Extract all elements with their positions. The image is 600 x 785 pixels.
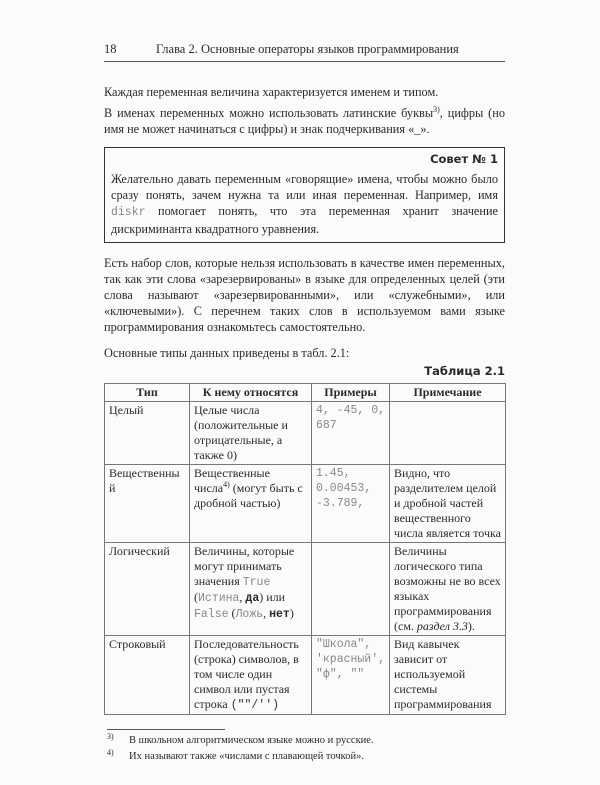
code: да <box>245 592 260 605</box>
code: diskr <box>111 206 146 219</box>
table-caption: Таблица 2.1 <box>424 364 505 378</box>
text: , <box>263 606 270 620</box>
header-cell: Примечание <box>390 384 506 402</box>
text-column <box>104 0 505 785</box>
cell: 1.45, 0.00453, -3.789, <box>312 465 390 543</box>
header-cell: Примеры <box>312 384 390 402</box>
cell: Вид кавычек зависит от используемой системы программирования <box>390 636 506 715</box>
footnote-divider <box>107 729 225 730</box>
cell <box>390 402 506 465</box>
text: помогает понять, что эта переменная хранит значение дискриминанта квадратного уравнения. <box>111 204 498 236</box>
page-number: 18 <box>104 42 117 56</box>
section-ref: раздел 3.3 <box>416 619 468 633</box>
text: , цифры (но имя не может начинаться с цифры) и знак подчеркивания «_». <box>104 106 505 136</box>
code: (""/'') <box>230 699 280 712</box>
text: Величины, которые могут принимать значения <box>194 544 295 588</box>
text: Желательно давать переменным «говорящие» имена, чтобы можно было сразу понять, зачем нужна та или иная переменная. Например, имя <box>111 172 498 202</box>
cell: "Школа", 'красный', "ф", "" <box>312 636 390 715</box>
chapter-title: Глава 2. Основные операторы языков программирования <box>156 42 459 56</box>
text: Последовательность (строка) символов, в том числе один символ или пустая строка <box>194 637 299 711</box>
table-row <box>105 636 506 715</box>
tip-box <box>104 147 505 243</box>
table-header-row <box>105 384 506 402</box>
tip-title: Совет № 1 <box>430 152 498 166</box>
tip-text <box>111 171 498 237</box>
cell <box>390 543 506 636</box>
table-row <box>105 402 506 465</box>
footnote-text: В школьном алгоритмическом языке можно и русские. <box>129 735 374 746</box>
text: Величины логического типа возможны не во всех языках программирования (см. <box>394 544 501 633</box>
cell: Видно, что разделителем целой и дробной частей вещественного числа является точка <box>390 465 506 543</box>
paragraph <box>104 105 505 137</box>
footnote-text: Их называют также «числами с плавающей точкой». <box>129 751 364 762</box>
footnote: $^{4)}$ Их называют также «числами с плавающей точкой». <box>107 747 364 762</box>
paragraph: Основные типы данных приведены в табл. 2.1: <box>104 346 350 360</box>
cell <box>190 636 312 715</box>
cell: Строковый <box>105 636 190 715</box>
code: нет <box>269 608 290 621</box>
text: Вещественные числа <box>194 466 270 495</box>
data-types-table <box>104 383 506 715</box>
header-cell: Тип <box>105 384 190 402</box>
code: True <box>242 576 271 589</box>
cell: 4, -45, 0, 687 <box>312 402 390 465</box>
cell: Вещественный <box>105 465 190 543</box>
running-header <box>104 42 505 62</box>
table-row <box>105 543 506 636</box>
footnote-ref: 4) <box>223 480 230 489</box>
cell: Логический <box>105 543 190 636</box>
text: , <box>239 590 246 604</box>
text: ) или <box>259 590 286 604</box>
text: ( <box>194 590 198 604</box>
paragraph: Есть набор слов, которые нельзя использовать в качестве имен переменных, так как эти слова «зарезервированы» в языке для определенных целей (эти слова называют «зарезервированными», или «служебными», или «ключевыми»). С перечнем таких слов в используемом вами языке программирования ознакомьтесь самостоятельно. <box>104 256 505 334</box>
cell: Целый <box>105 402 190 465</box>
code: Ложь <box>235 608 264 621</box>
text: (могут быть с дробной частью) <box>194 481 303 510</box>
text: ( <box>228 606 236 620</box>
cell <box>190 543 312 636</box>
cell <box>190 465 312 543</box>
footnote-ref: 3) <box>433 104 440 114</box>
code: False <box>194 608 229 621</box>
text: ). <box>467 619 475 633</box>
footnote: $^{3)}$ В школьном алгоритмическом языке можно и русские. <box>107 731 374 746</box>
table-row <box>105 465 506 543</box>
text: В именах переменных можно использовать латинские буквы <box>104 106 434 120</box>
text: ) <box>289 606 294 620</box>
paragraph: Каждая переменная величина характеризуется именем и типом. <box>104 85 439 99</box>
cell: Целые числа (положительные и отрицательные, а также 0) <box>190 402 312 465</box>
header-cell: К нему относятся <box>190 384 312 402</box>
cell <box>312 543 390 636</box>
footnotes <box>107 733 505 765</box>
code: Истина <box>198 592 240 605</box>
